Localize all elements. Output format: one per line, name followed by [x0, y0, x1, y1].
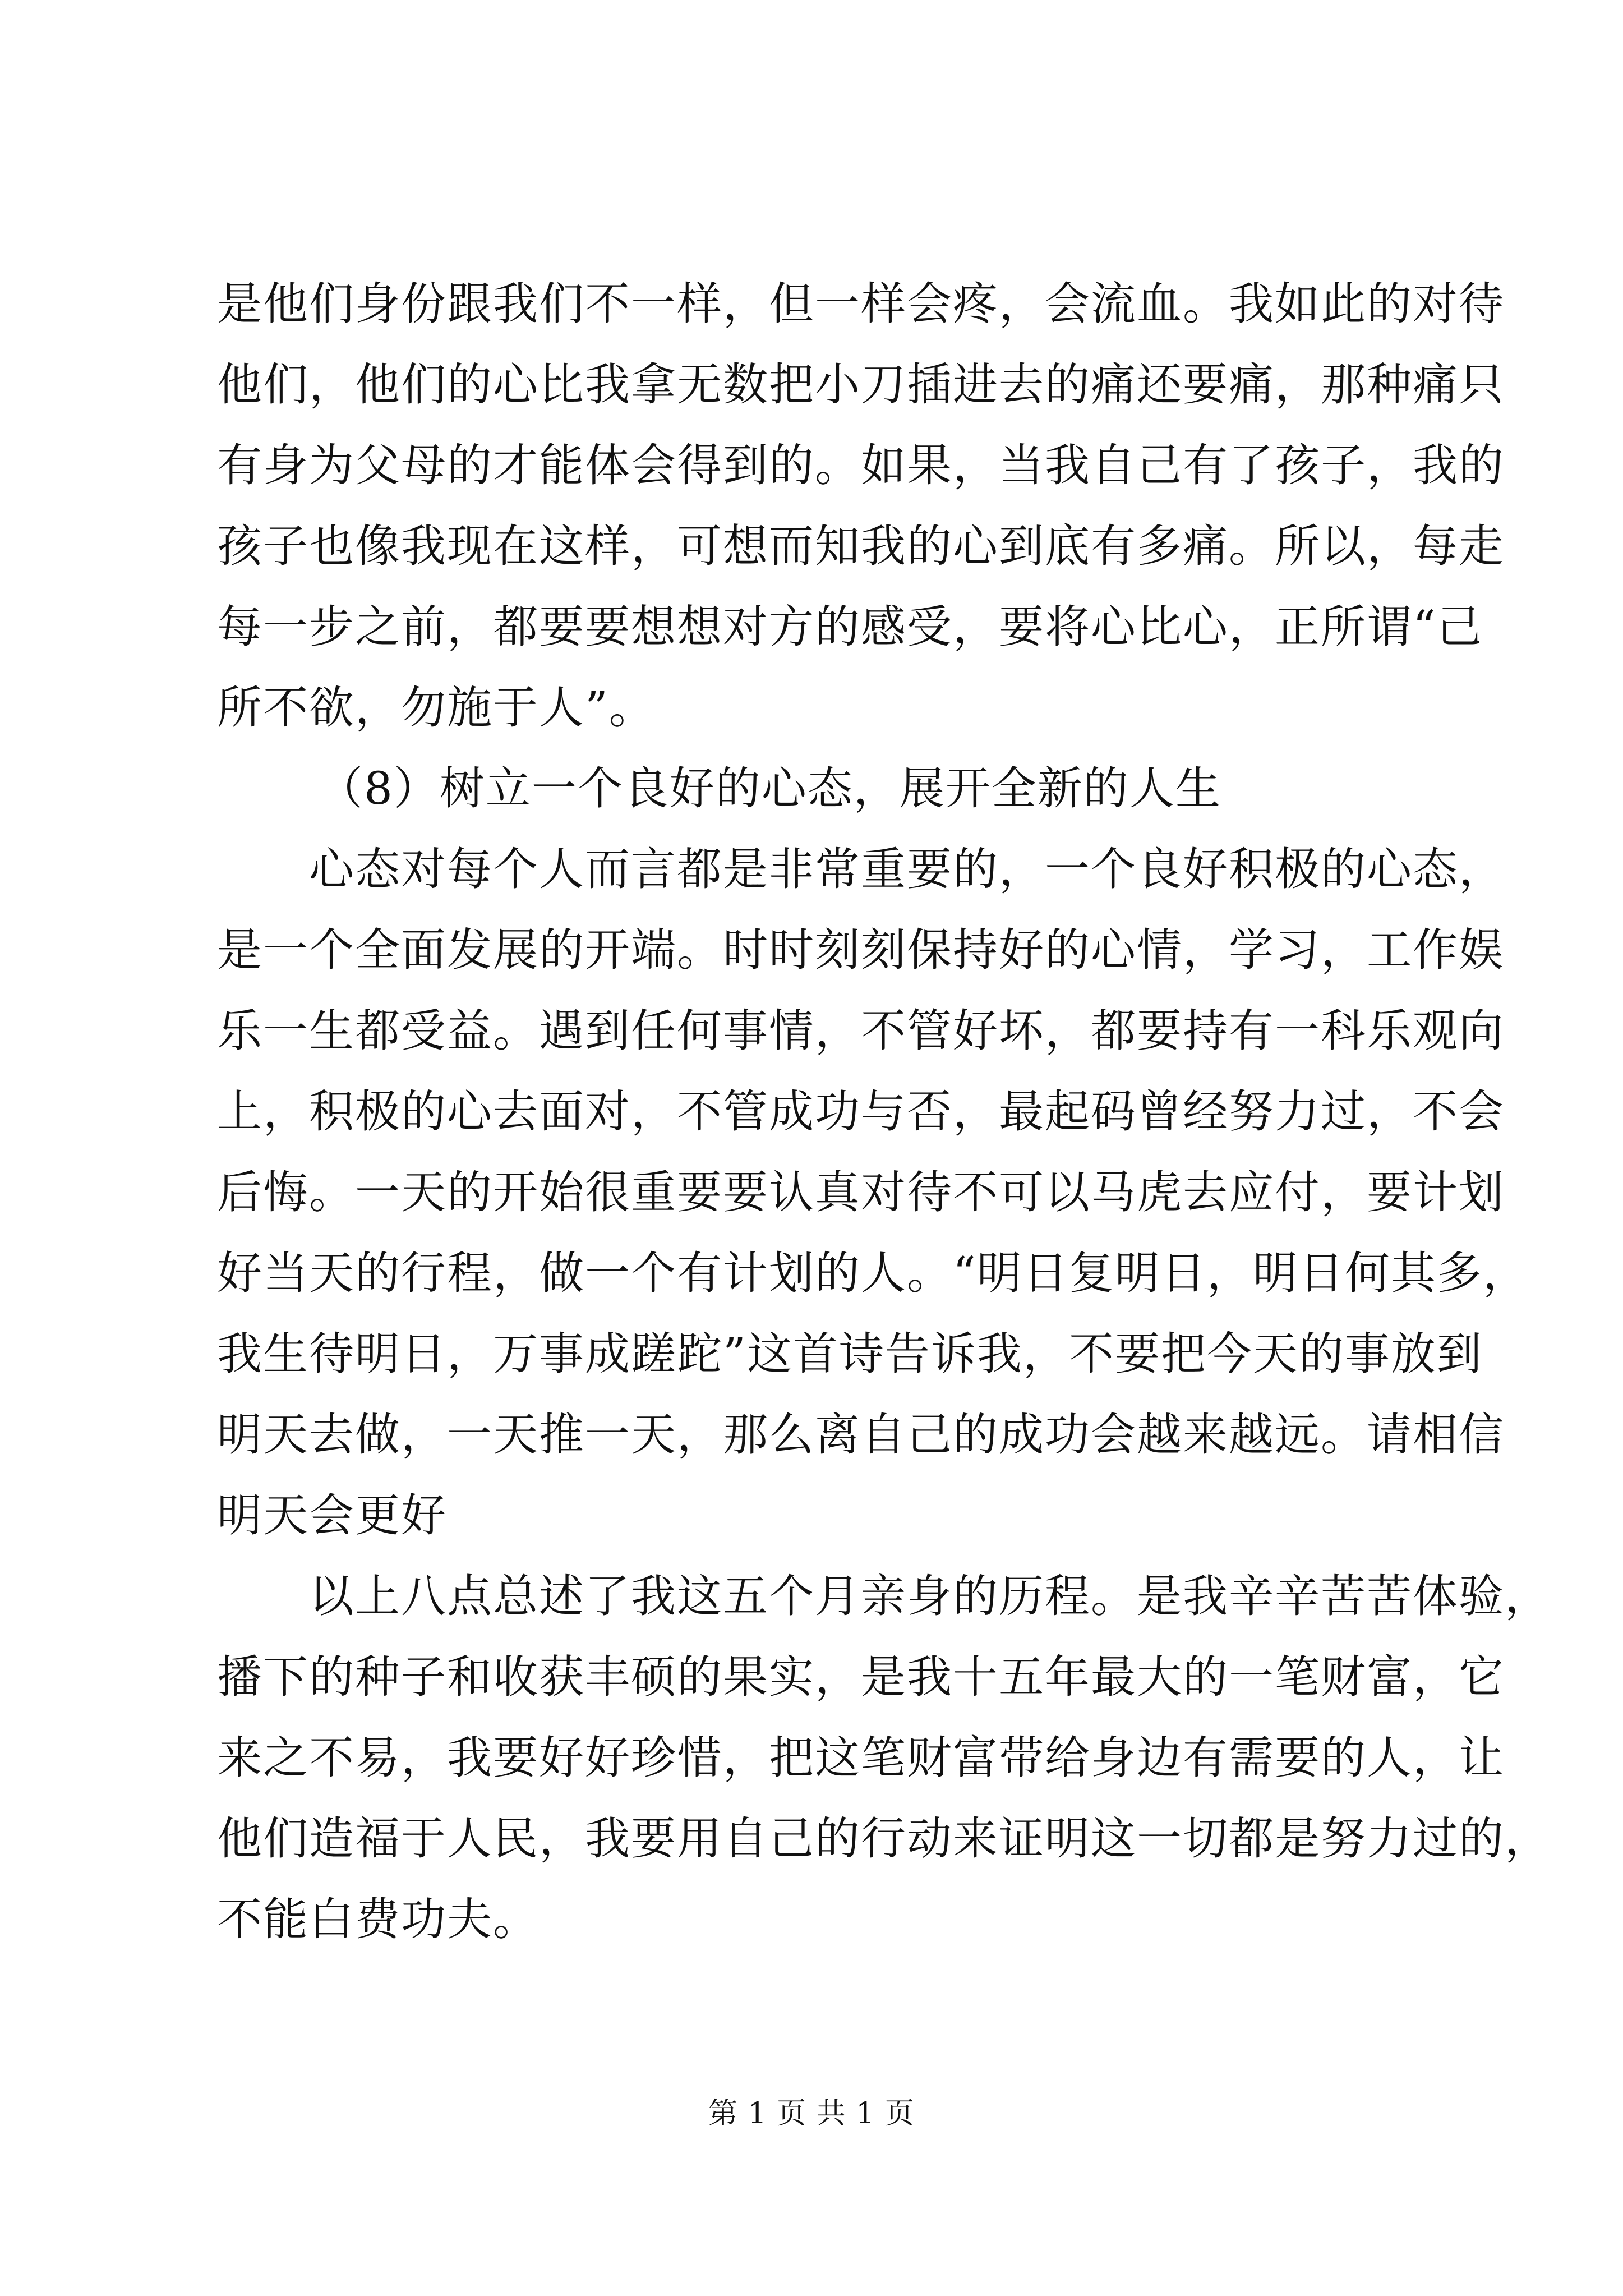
text-line: 他们，他们的心比我拿无数把小刀插进去的痛还要痛，那种痛只 [217, 358, 1505, 411]
text-line: 不能白费功夫。 [217, 1893, 539, 1945]
text-line: 明天去做，一天推一天，那么离自己的成功会越来越远。请相信 [217, 1409, 1505, 1461]
page-number-footer: 第 1 页 共 1 页 [708, 2097, 915, 2131]
text-line: 我生待明日，万事成蹉跎”这首诗告诉我，不要把今天的事放到 [217, 1328, 1483, 1380]
text-line: 每一步之前，都要要想想对方的感受，要将心比心，正所谓“己 [217, 601, 1483, 653]
paragraph-first-line: 以上八点总述了我这五个月亲身的历程。是我辛辛苦苦体验， [309, 1570, 1551, 1622]
text-line: 上，积极的心去面对，不管成功与否，最起码曾经努力过，不会 [217, 1085, 1505, 1138]
text-line: 明天会更好 [217, 1489, 447, 1542]
text-line: 是一个全面发展的开端。时时刻刻保持好的心情，学习，工作娱 [217, 924, 1505, 976]
document-body [217, 264, 1551, 1960]
paragraph-first-line: 心态对每个人而言都是非常重要的，一个良好积极的心态， [309, 843, 1505, 895]
text-line: 有身为父母的才能体会得到的。如果，当我自己有了孩子，我的 [217, 439, 1505, 491]
text-line: 乐一生都受益。遇到任何事情，不管好坏，都要持有一科乐观向 [217, 1005, 1505, 1057]
text-line: 来之不易，我要好好珍惜，把这笔财富带给身边有需要的人，让 [217, 1732, 1505, 1784]
section-heading: （8）树立一个良好的心态，展开全新的人生 [318, 762, 1221, 815]
text-line: 播下的种子和收获丰硕的果实，是我十五年最大的一笔财富，它 [217, 1651, 1505, 1703]
text-line: 孩子也像我现在这样，可想而知我的心到底有多痛。所以，每走 [217, 520, 1505, 572]
text-line: 所不欲，勿施于人”。 [217, 682, 655, 734]
text-line: 后悔。一天的开始很重要要认真对待不可以马虎去应付，要计划 [217, 1166, 1505, 1218]
text-line: 他们造福于人民，我要用自己的行动来证明这一切都是努力过的， [217, 1812, 1551, 1865]
text-line: 好当天的行程，做一个有计划的人。“明日复明日，明日何其多， [217, 1247, 1529, 1299]
text-line: 是他们身份跟我们不一样，但一样会疼，会流血。我如此的对待 [217, 278, 1505, 330]
